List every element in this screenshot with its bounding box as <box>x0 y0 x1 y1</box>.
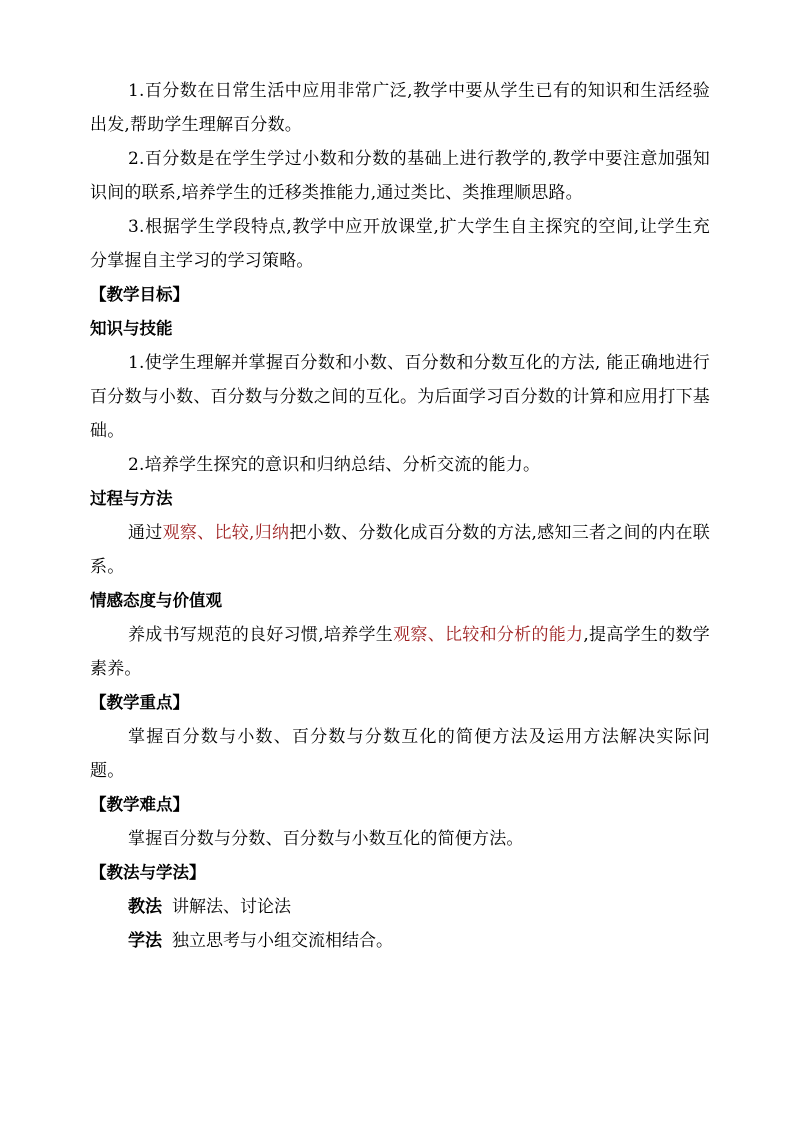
process-text-pre: 通过 <box>128 523 163 543</box>
process-text-highlight: 观察、比较,归纳 <box>162 523 290 543</box>
knowledge-item-2: 2.培养学生探究的意识和归纳总结、分析交流的能力。 <box>128 455 541 475</box>
key-points-text: 掌握百分数与小数、百分数与分数互化的简便方法及运用方法解决实际问题。 <box>90 727 710 781</box>
subheading-process: 过程与方法 <box>90 489 173 508</box>
subheading-emotion: 情感态度与价值观 <box>90 591 222 610</box>
teaching-method-label: 教法 <box>128 897 162 917</box>
emotion-text-highlight: 观察、比较和分析的能力 <box>393 625 584 645</box>
teaching-method-line <box>90 890 710 924</box>
emotion-text-pre: 养成书写规范的良好习惯,培养学生 <box>128 625 394 645</box>
learning-method-line <box>90 924 710 958</box>
difficulties-text: 掌握百分数与分数、百分数与小数互化的简便方法。 <box>128 829 524 849</box>
process-paragraph <box>90 516 710 584</box>
learning-method-label: 学法 <box>128 931 162 951</box>
teaching-method-text: 讲解法、讨论法 <box>172 897 291 917</box>
section-heading-key-points: 【教学重点】 <box>90 693 189 712</box>
intro-paragraph-3: 3.根据学生学段特点,教学中应开放课堂,扩大学生自主探究的空间,让学生充分掌握自主学习的学习策略。 <box>90 217 710 271</box>
subheading-knowledge: 知识与技能 <box>90 319 173 338</box>
intro-paragraph-2: 2.百分数是在学生学过小数和分数的基础上进行教学的,教学中要注意加强知识间的联系,培养学生的迁移类推能力,通过类比、类推理顺思路。 <box>90 149 710 203</box>
learning-method-text: 独立思考与小组交流相结合。 <box>172 931 393 951</box>
section-heading-methods: 【教法与学法】 <box>90 863 206 882</box>
emotion-paragraph <box>90 618 710 686</box>
intro-paragraph-1: 1.百分数在日常生活中应用非常广泛,教学中要从学生已有的知识和生活经验出发,帮助学生理解百分数。 <box>90 81 710 135</box>
knowledge-item-1: 1.使学生理解并掌握百分数和小数、百分数和分数互化的方法, 能正确地进行百分数与小数、百分数与分数之间的互化。为后面学习百分数的计算和应用打下基础。 <box>90 353 710 441</box>
emotion-text-post: ,提高学生的数学素养。 <box>90 625 711 679</box>
process-text-post: 把小数、分数化成百分数的方法,感知三者之间的内在联系。 <box>90 523 710 577</box>
section-heading-difficulties: 【教学难点】 <box>90 795 189 814</box>
section-heading-goals: 【教学目标】 <box>90 285 189 304</box>
document-page <box>90 74 710 958</box>
